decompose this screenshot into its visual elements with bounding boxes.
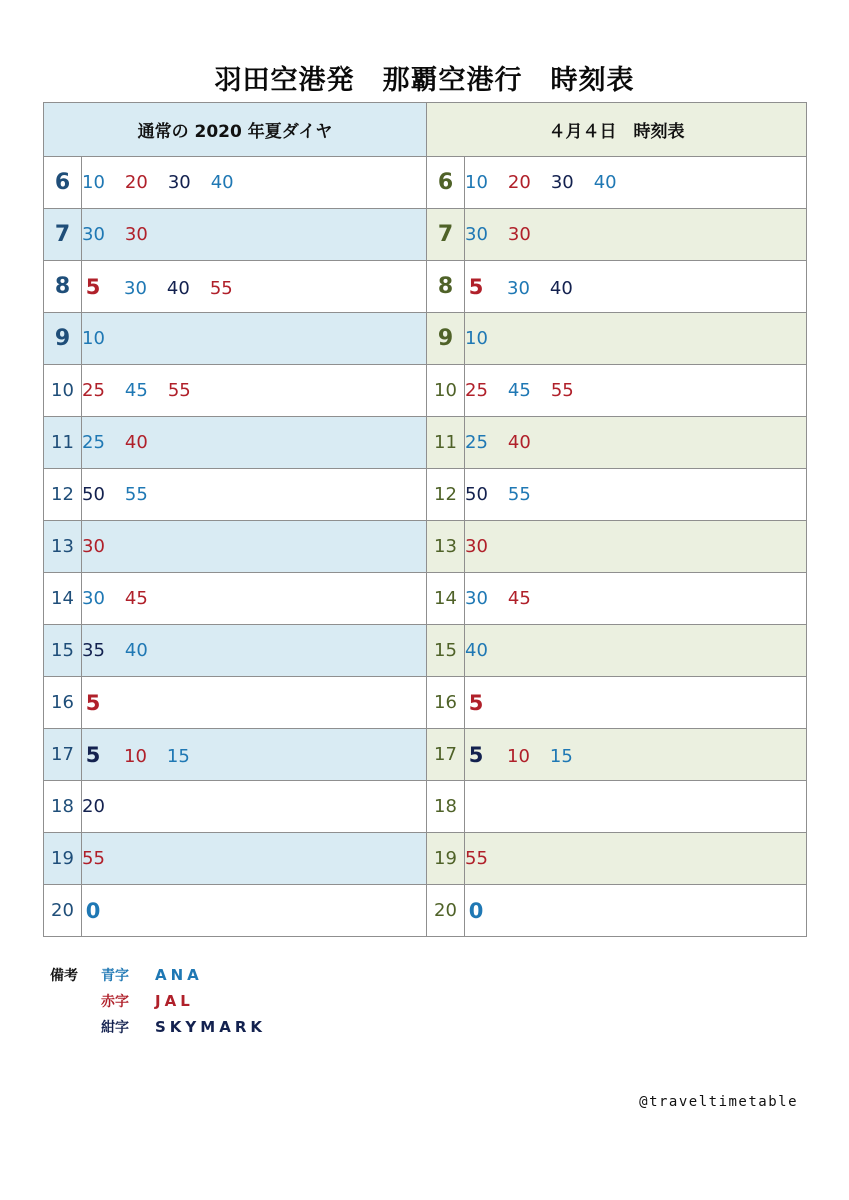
left-minutes-cell (82, 677, 427, 729)
departure-minute: 30 (82, 224, 105, 245)
timetable-row (44, 677, 807, 729)
legend-airline-name: ANA (155, 966, 203, 984)
timetable-row (44, 573, 807, 625)
left-hour-cell: 10 (44, 365, 82, 417)
left-hour-cell: 14 (44, 573, 82, 625)
left-minutes-cell (82, 261, 427, 313)
right-minutes-cell (465, 157, 807, 209)
departure-minute: 5 (85, 690, 101, 715)
departure-minute: 45 (507, 588, 531, 609)
timetable-row (44, 209, 807, 261)
left-minutes-cell (82, 729, 427, 781)
departure-minute: 25 (82, 432, 105, 453)
departure-minute: 30 (124, 277, 147, 299)
departure-minute: 30 (82, 588, 105, 609)
left-minutes-cell (82, 365, 427, 417)
departure-minute: 35 (82, 640, 105, 661)
right-minutes-cell (465, 573, 807, 625)
right-hour-cell: 7 (427, 209, 465, 261)
right-hour-cell: 11 (427, 417, 465, 469)
legend-row (50, 964, 266, 990)
right-minutes-cell (465, 261, 807, 313)
timetable-row (44, 261, 807, 313)
left-minutes-cell (82, 521, 427, 573)
departure-minute: 5 (468, 742, 484, 767)
left-hour-cell: 18 (44, 781, 82, 833)
right-hour-cell: 9 (427, 313, 465, 365)
departure-minute: 50 (82, 484, 105, 505)
departure-minute: 30 (465, 588, 488, 609)
right-minutes-cell (465, 417, 807, 469)
timetable-row (44, 729, 807, 781)
departure-minute: 30 (82, 536, 105, 557)
departure-minute: 55 (550, 380, 574, 401)
left-minutes-cell (82, 417, 427, 469)
legend-color-key: 紺字 (101, 1020, 129, 1036)
right-hour-cell: 13 (427, 521, 465, 573)
departure-minute: 40 (465, 640, 488, 661)
departure-minute: 30 (465, 224, 488, 245)
regular-schedule-header: 通常の 2020 年夏ダイヤ (44, 103, 427, 157)
departure-minute: 30 (507, 277, 530, 299)
departure-minute: 5 (85, 274, 101, 299)
left-hour-cell: 15 (44, 625, 82, 677)
right-hour-cell: 17 (427, 729, 465, 781)
departure-minute: 40 (507, 432, 531, 453)
right-minutes-cell (465, 833, 807, 885)
departure-minute: 30 (507, 224, 531, 245)
departure-minute: 40 (124, 432, 148, 453)
departure-minute: 5 (468, 274, 484, 299)
right-hour-cell: 12 (427, 469, 465, 521)
left-hour-cell: 17 (44, 729, 82, 781)
departure-minute: 40 (166, 277, 190, 299)
departure-minute: 10 (465, 328, 488, 349)
right-minutes-cell (465, 313, 807, 365)
timetable-row (44, 833, 807, 885)
departure-minute: 45 (507, 380, 531, 401)
departure-minute: 10 (82, 172, 105, 193)
left-hour-cell: 16 (44, 677, 82, 729)
right-hour-cell: 20 (427, 885, 465, 937)
right-hour-cell: 16 (427, 677, 465, 729)
departure-minute: 10 (465, 172, 488, 193)
legend-notes (50, 964, 266, 1042)
timetable-row (44, 157, 807, 209)
departure-minute: 30 (124, 224, 148, 245)
departure-minute: 0 (85, 898, 101, 923)
right-hour-cell: 10 (427, 365, 465, 417)
departure-minute: 25 (465, 380, 488, 401)
departure-minute: 10 (82, 328, 105, 349)
departure-minute: 25 (465, 432, 488, 453)
left-minutes-cell (82, 625, 427, 677)
left-hour-cell: 8 (44, 261, 82, 313)
notes-heading: 備考 (50, 968, 78, 984)
timetable-row (44, 365, 807, 417)
left-hour-cell: 9 (44, 313, 82, 365)
departure-minute: 0 (468, 898, 484, 923)
left-minutes-cell (82, 781, 427, 833)
left-minutes-cell (82, 885, 427, 937)
left-minutes-cell (82, 313, 427, 365)
left-hour-cell: 20 (44, 885, 82, 937)
left-minutes-cell (82, 573, 427, 625)
left-minutes-cell (82, 833, 427, 885)
departure-minute: 20 (124, 172, 148, 193)
departure-minute: 55 (465, 848, 488, 869)
right-hour-cell: 18 (427, 781, 465, 833)
departure-minute: 30 (550, 172, 574, 193)
timetable-row (44, 469, 807, 521)
timetable-row (44, 417, 807, 469)
departure-minute: 40 (593, 172, 617, 193)
right-hour-cell: 6 (427, 157, 465, 209)
left-hour-cell: 19 (44, 833, 82, 885)
left-hour-cell: 13 (44, 521, 82, 573)
legend-row (50, 1016, 266, 1042)
right-minutes-cell (465, 677, 807, 729)
right-hour-cell: 15 (427, 625, 465, 677)
right-minutes-cell (465, 469, 807, 521)
departure-minute: 40 (210, 172, 234, 193)
right-minutes-cell (465, 365, 807, 417)
credit-handle: @traveltimetable (639, 1094, 798, 1110)
right-minutes-cell (465, 521, 807, 573)
timetable-row (44, 781, 807, 833)
departure-minute: 45 (124, 380, 148, 401)
legend-row (50, 990, 266, 1016)
departure-minute: 15 (166, 745, 190, 767)
departure-minute: 30 (465, 536, 488, 557)
left-minutes-cell (82, 157, 427, 209)
departure-minute: 10 (507, 745, 530, 767)
legend-color-key: 青字 (101, 968, 129, 984)
april4-schedule-header: ４月４日 時刻表 (427, 103, 807, 157)
departure-minute: 40 (549, 277, 573, 299)
left-hour-cell: 12 (44, 469, 82, 521)
timetable-row (44, 521, 807, 573)
left-hour-cell: 6 (44, 157, 82, 209)
right-hour-cell: 14 (427, 573, 465, 625)
legend-airline-name: SKYMARK (155, 1018, 266, 1036)
departure-minute: 20 (507, 172, 531, 193)
departure-minute: 30 (167, 172, 191, 193)
departure-minute: 5 (468, 690, 484, 715)
right-minutes-cell (465, 781, 807, 833)
right-minutes-cell (465, 625, 807, 677)
timetable-header-row (44, 103, 807, 157)
departure-minute: 45 (124, 588, 148, 609)
page-title: 羽田空港発 那覇空港行 時刻表 (214, 65, 635, 96)
left-minutes-cell (82, 469, 427, 521)
departure-minute: 25 (82, 380, 105, 401)
departure-minute: 55 (124, 484, 148, 505)
departure-minute: 15 (549, 745, 573, 767)
left-minutes-cell (82, 209, 427, 261)
left-hour-cell: 7 (44, 209, 82, 261)
left-hour-cell: 11 (44, 417, 82, 469)
departure-minute: 40 (124, 640, 148, 661)
departure-minute: 5 (85, 742, 101, 767)
timetable-row (44, 885, 807, 937)
right-hour-cell: 19 (427, 833, 465, 885)
right-hour-cell: 8 (427, 261, 465, 313)
right-minutes-cell (465, 209, 807, 261)
timetable-row (44, 313, 807, 365)
departure-minute: 10 (124, 745, 147, 767)
timetable (43, 102, 807, 937)
departure-minute: 55 (167, 380, 191, 401)
departure-minute: 50 (465, 484, 488, 505)
timetable-row (44, 625, 807, 677)
right-minutes-cell (465, 885, 807, 937)
departure-minute: 55 (82, 848, 105, 869)
departure-minute: 55 (507, 484, 531, 505)
right-minutes-cell (465, 729, 807, 781)
legend-color-key: 赤字 (101, 994, 129, 1010)
legend-airline-name: JAL (155, 992, 194, 1010)
departure-minute: 20 (82, 796, 105, 817)
departure-minute: 55 (209, 277, 233, 299)
